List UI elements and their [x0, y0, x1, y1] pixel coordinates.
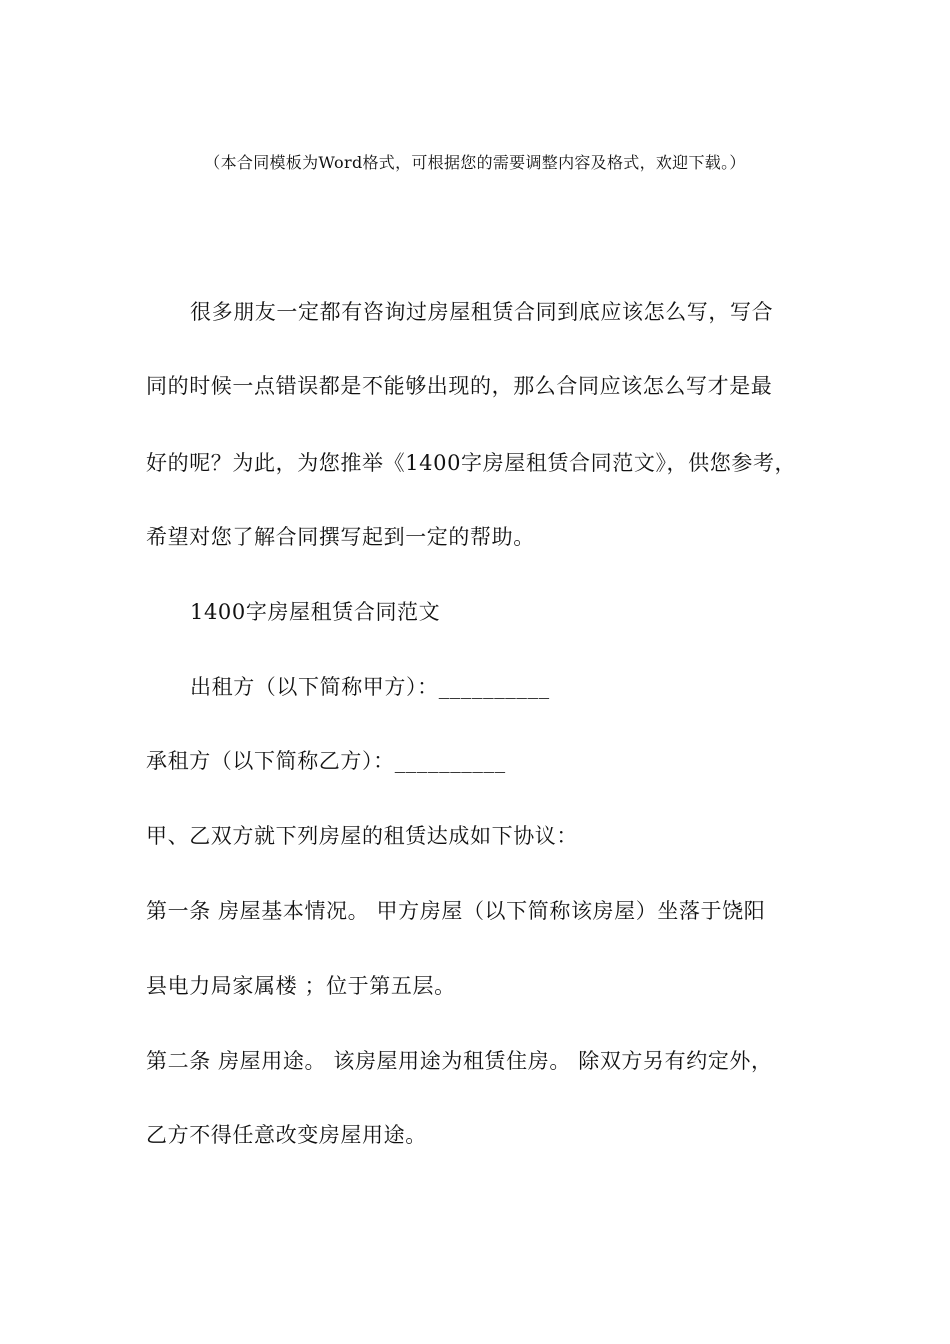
- template-note: （本合同模板为Word格式，可根据您的需要调整内容及格式，欢迎下载。）: [204, 153, 746, 172]
- lessee-line: 承租方（以下简称乙方）：__________: [146, 749, 506, 773]
- agreement-line: 甲、乙双方就下列房屋的租赁达成如下协议：: [146, 824, 578, 848]
- article2-line-2: 乙方不得任意改变房屋用途。: [146, 1123, 427, 1147]
- intro-line-2: 同的时候一点错误都是不能够出现的，那么合同应该怎么写才是最: [146, 374, 773, 398]
- article2-line-1: 第二条 房屋用途。 该房屋用途为租赁住房。 除双方另有约定外，: [146, 1049, 773, 1073]
- article1-line-2: 县电力局家属楼 ；位于第五层。: [146, 974, 456, 998]
- lessor-line: 出租方（以下简称甲方）：__________: [190, 675, 550, 699]
- intro-line-1: 很多朋友一定都有咨询过房屋租赁合同到底应该怎么写，写合: [190, 300, 774, 324]
- article1-line-1: 第一条 房屋基本情况。 甲方房屋（以下简称该房屋）坐落于饶阳: [146, 899, 766, 923]
- intro-line-4: 希望对您了解合同撰写起到一定的帮助。: [146, 525, 535, 549]
- contract-title: 1400字房屋租赁合同范文: [190, 600, 441, 624]
- intro-line-3: 好的呢？为此，为您推举《1400字房屋租赁合同范文》，供您参考，: [146, 451, 797, 475]
